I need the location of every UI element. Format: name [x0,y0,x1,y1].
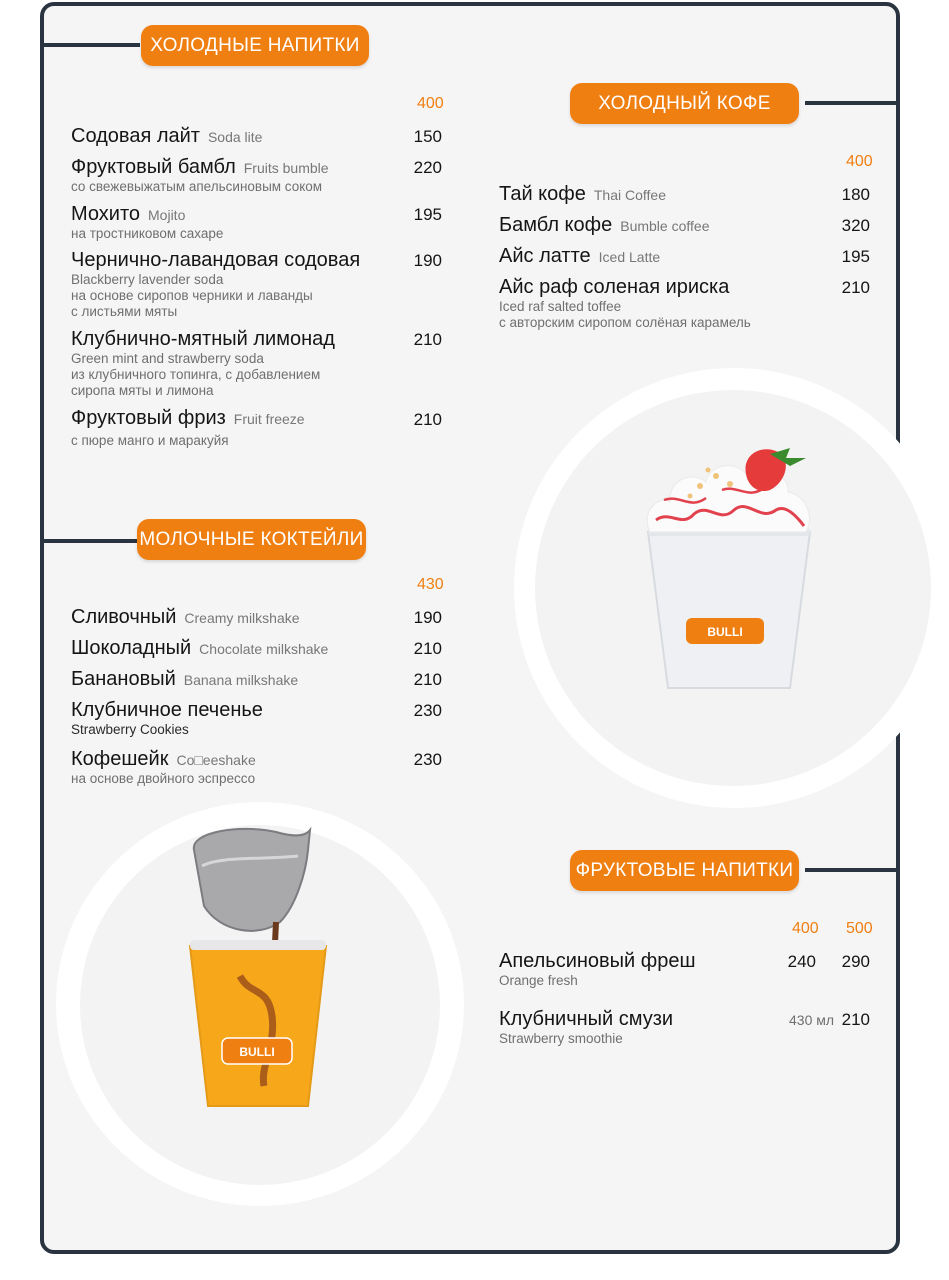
menu-item [71,125,262,148]
menu-item [71,156,329,195]
item-name: Содовая лайт [71,125,200,147]
item-price: 150 [413,127,442,146]
item-price: 210 [841,1010,870,1029]
item-name: Клубничное печенье [71,699,263,721]
item-name-en: Thai Coffee [593,187,666,203]
menu-item [71,748,256,787]
menu-item [499,245,660,268]
item-description: с листьями мяты [71,304,178,319]
item-name: Чернично-лавандовая содовая [71,249,361,271]
menu-item [71,606,300,629]
item-description: Orange fresh [499,973,578,988]
item-price: 210 [413,410,442,429]
menu-item [499,276,751,331]
section-title-fruit-drinks: ФРУКТОВЫЕ НАПИТКИ [570,850,799,891]
menu-item [71,637,328,660]
cup-logo-text: BULLI [239,1045,275,1059]
menu-item [71,249,360,320]
cup-logo-text: BULLI [707,625,743,639]
item-price: 210 [413,670,442,689]
item-price: 210 [413,639,442,658]
item-name: Бамбл кофе [499,214,613,236]
item-name: Клубничный смузи [499,1008,674,1030]
size-header: 500 [846,920,873,937]
item-price: 320 [841,216,870,235]
item-price: 230 [413,701,442,720]
item-price: 210 [413,330,442,349]
item-price: 190 [413,251,442,270]
item-name: Кофешейк [71,748,169,770]
item-name: Айс латте [499,245,591,267]
item-price: 240 [787,952,816,971]
size-header: 400 [417,95,444,112]
item-price: 195 [841,247,870,266]
item-description: со свежевыжатым апельсиновым соком [71,179,323,194]
item-description: на основе сиропов черники и лаванды [71,288,313,303]
item-price: 290 [841,952,870,971]
item-description: Strawberry Cookies [71,722,189,737]
connector-line [44,43,140,47]
item-description: на тростниковом сахаре [71,226,224,241]
item-price: 230 [413,750,442,769]
item-name: Тай кофе [499,183,586,205]
item-description: из клубничного топинга, с добавлением [71,367,321,382]
menu-item [71,203,223,242]
item-name: Айс раф соленая ириска [499,276,730,298]
item-name-en: Banana milkshake [183,672,299,688]
item-description: Strawberry smoothie [499,1031,623,1046]
item-name-en: Bumble coffee [620,218,710,234]
item-description: Blackberry lavender soda [71,272,224,287]
item-name: Фруктовый фриз [71,407,226,429]
item-price: 190 [413,608,442,627]
item-price: 180 [841,185,870,204]
item-price: 195 [413,205,442,224]
size-header: 400 [792,920,819,937]
item-name: Клубнично-мятный лимонад [71,328,335,350]
item-name-en: Soda lite [207,129,263,145]
item-name: Шоколадный [71,637,192,659]
item-volume-note: 430 мл [789,1012,835,1028]
menu-item [499,214,709,237]
item-price: 210 [841,278,870,297]
menu-item [71,407,305,449]
item-description: Green mint and strawberry soda [71,351,264,366]
item-name-en: Fruits bumble [243,160,329,176]
item-name: Банановый [71,668,176,690]
section-title-cold-drinks: ХОЛОДНЫЕ НАПИТКИ [141,25,369,66]
item-name-en: Chocolate milkshake [199,641,329,657]
menu-item [499,1008,673,1047]
size-header: 430 [417,576,444,593]
item-name: Апельсиновый фреш [499,950,696,972]
item-name-en: Co□eeshake [176,752,256,768]
menu-item [71,328,335,399]
item-description: с авторским сиропом солёная карамель [499,315,751,330]
orange-coffee-photo [180,826,340,1111]
connector-line [805,868,897,872]
milkshake-photo [630,440,830,700]
item-name-en: Fruit freeze [233,411,305,427]
item-name: Сливочный [71,606,177,628]
item-description: Iced raf salted toffee [499,299,622,314]
item-name-en: Mojito [148,207,186,223]
menu-item [499,950,696,989]
item-name: Фруктовый бамбл [71,156,236,178]
item-description: на основе двойного эспрессо [71,771,256,786]
menu-item [71,699,263,738]
connector-line [44,539,140,543]
item-name: Мохито [71,203,141,225]
item-description: с пюре манго и маракуйя [71,433,229,448]
connector-line [805,101,897,105]
item-price: 220 [413,158,442,177]
menu-item [71,668,298,691]
item-name-en: Iced Latte [598,249,661,265]
item-name-en: Creamy milkshake [184,610,300,626]
menu-item [499,183,666,206]
size-header: 400 [846,153,873,170]
section-title-milkshakes: МОЛОЧНЫЕ КОКТЕЙЛИ [137,519,366,560]
section-title-cold-coffee: ХОЛОДНЫЙ КОФЕ [570,83,799,124]
item-description: сиропа мяты и лимона [71,383,214,398]
